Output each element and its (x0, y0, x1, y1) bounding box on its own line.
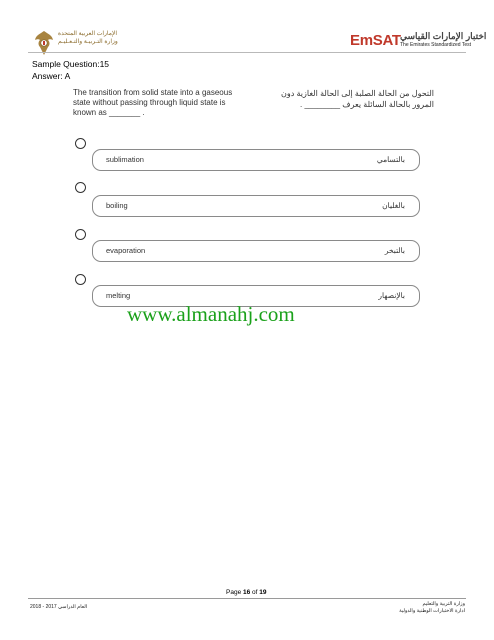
page-prefix: Page (226, 589, 243, 596)
ministry-name-ar (58, 30, 118, 46)
option-c-radio[interactable] (75, 229, 86, 240)
page-number (226, 589, 267, 596)
option-c-text-en: evaporation (106, 246, 146, 255)
footer-divider (28, 598, 466, 599)
footer-ministry-line-1: وزارة التربية والتعليم (422, 601, 465, 607)
option-a-text-ar: بالتسامي (376, 155, 405, 164)
option-a-text-en: sublimation (106, 155, 144, 164)
page-total: 19 (259, 589, 267, 596)
question-text-en: The transition from solid state into a gaseous state without passing through liquid state is known as _______ . (73, 88, 233, 117)
header-divider (28, 52, 466, 53)
ministry-line-2: وزارة التـربيـة والتـعـليـم (58, 39, 118, 45)
footer-ministry-line-2: ادارة الاختبارات الوطنية والدولية (399, 608, 465, 614)
option-d-text-en: melting (106, 291, 131, 300)
option-b-text-ar: بالغليان (382, 201, 405, 210)
option-d-text-ar: بالإنصهار (378, 291, 405, 300)
ministry-line-1: الإمارات العربية المتحدة (58, 31, 118, 37)
option-a[interactable] (92, 149, 420, 171)
watermark: www.almanahj.com (127, 302, 295, 326)
answer-label: Answer: A (32, 71, 71, 81)
option-b[interactable] (92, 195, 420, 217)
footer-ministry (395, 601, 465, 615)
academic-year: العام الدراسي 2017 - 2018 (30, 604, 88, 610)
option-a-radio[interactable] (75, 138, 86, 149)
option-b-text-en: boiling (106, 201, 128, 210)
emsat-logo-word: EmSAT (350, 32, 401, 49)
emsat-logo-en: The Emirates Standardized Test (400, 42, 472, 48)
option-c[interactable] (92, 240, 420, 262)
emsat-logo (350, 30, 487, 50)
question-text-ar: التحول من الحالة الصلبة إلى الحالة الغازية دون المرور بالحالة السائلة يعرف ________ . (280, 89, 434, 109)
option-c-text-ar: بالتبخر (384, 246, 405, 255)
page-current: 16 (243, 589, 251, 596)
emsat-logo-ar: اختبار الإمارات القياسي (400, 31, 487, 41)
page-of: of (250, 589, 260, 596)
option-d-radio[interactable] (75, 274, 86, 285)
option-b-radio[interactable] (75, 182, 86, 193)
sample-question-label: Sample Question:15 (32, 59, 110, 69)
